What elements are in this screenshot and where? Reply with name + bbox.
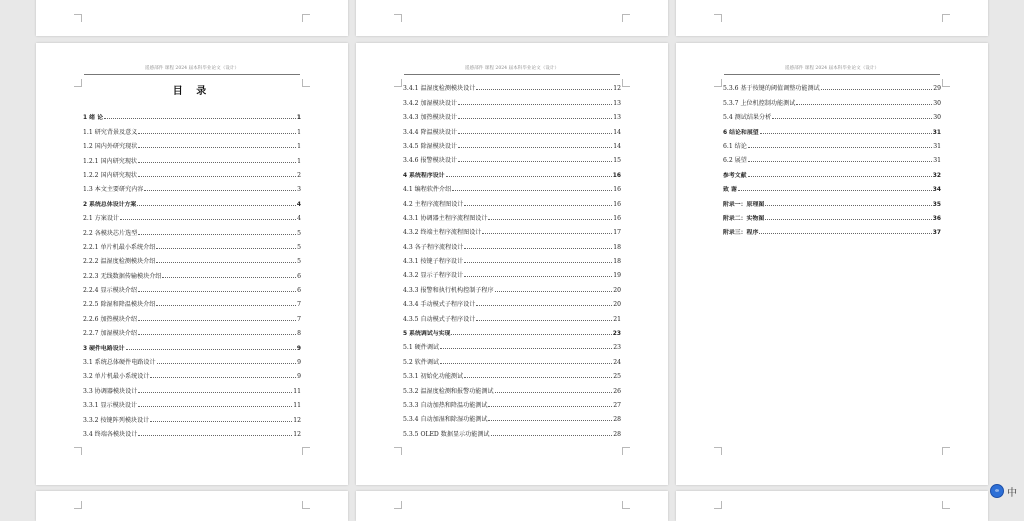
toc-list — [83, 107, 301, 438]
crop-mark — [714, 14, 722, 22]
toc-entry-page: 9 — [297, 373, 301, 381]
toc-entry-page: 12 — [293, 430, 301, 438]
toc-entry-title: 4.3.1 协调器主程序流程图设计 — [403, 214, 488, 222]
toc-entry[interactable] — [723, 121, 941, 135]
toc-entry-page: 28 — [613, 430, 621, 438]
toc-entry-title: 5.1 硬件调试 — [403, 344, 440, 352]
toc-entry-title: 3.3.2 按键阵列模块设计 — [83, 416, 150, 424]
toc-leader-dots — [138, 291, 296, 292]
toc-leader-dots — [138, 133, 296, 134]
toc-entry-page: 5 — [297, 229, 301, 237]
document-page-toc-2[interactable] — [356, 43, 668, 485]
toc-leader-dots — [464, 262, 612, 263]
document-page-previous-1[interactable] — [36, 0, 348, 36]
toc-entry-title: 6.1 结论 — [723, 142, 747, 150]
toc-entry-page: 31 — [933, 157, 941, 165]
toc-entry-page: 12 — [293, 416, 301, 424]
toc-leader-dots — [821, 89, 933, 90]
toc-title: 目 录 — [172, 86, 212, 97]
toc-leader-dots — [796, 104, 932, 105]
toc-entry-page: 8 — [297, 330, 301, 338]
toc-entry-page: 37 — [932, 230, 941, 237]
toc-leader-dots — [464, 205, 612, 206]
crop-mark — [302, 14, 310, 22]
toc-leader-dots — [446, 176, 612, 177]
toc-leader-dots — [458, 147, 612, 148]
crop-mark — [394, 501, 402, 509]
toc-leader-dots — [120, 219, 296, 220]
toc-entry-page: 11 — [293, 387, 301, 395]
toc-entry-title: 2.1 方案设计 — [83, 215, 120, 223]
toc-entry-page: 1 — [297, 128, 301, 136]
toc-entry-title: 1.2.1 国内研究现状 — [83, 157, 138, 165]
toc-entry-title: 2.2.6 加热模块介绍 — [83, 315, 138, 323]
toc-leader-dots — [772, 118, 932, 119]
toc-entry-page: 14 — [613, 142, 621, 150]
toc-entry-title: 4 系统程序设计 — [403, 172, 445, 179]
toc-entry-page: 18 — [613, 258, 621, 266]
toc-leader-dots — [138, 162, 296, 163]
crop-mark — [714, 79, 722, 87]
toc-entry[interactable] — [83, 150, 301, 164]
toc-entry[interactable] — [83, 165, 301, 179]
toc-entry-page: 11 — [293, 402, 301, 410]
toc-leader-dots — [144, 190, 296, 191]
toc-entry-title: 3 硬件电路设计 — [83, 345, 125, 352]
toc-entry-title: 附录一：原理图 — [723, 201, 765, 208]
toc-entry-page: 6 — [297, 287, 301, 295]
toc-entry-title: 2.2.7 加湿模块介绍 — [83, 330, 138, 338]
toc-entry[interactable] — [83, 208, 301, 222]
toc-entry-title: 4.1 编程软件介绍 — [403, 186, 452, 194]
toc-entry-title: 致 谢 — [723, 187, 737, 194]
toc-entry[interactable] — [83, 424, 301, 438]
toc-entry-page: 26 — [613, 387, 621, 395]
toc-entry[interactable] — [723, 92, 941, 106]
toc-entry-page: 9 — [297, 359, 301, 367]
toc-entry[interactable] — [723, 208, 941, 222]
document-page-next-2[interactable] — [356, 491, 668, 521]
toc-entry-page: 6 — [297, 272, 301, 280]
crop-mark — [622, 447, 630, 455]
toc-entry[interactable] — [403, 107, 621, 121]
toc-entry-page: 30 — [933, 99, 941, 107]
crop-mark — [622, 501, 630, 509]
toc-entry-page: 27 — [613, 401, 621, 409]
toc-entry-page: 19 — [613, 272, 621, 280]
toc-entry[interactable] — [403, 121, 621, 135]
toc-entry[interactable] — [83, 121, 301, 135]
toc-entry[interactable] — [403, 136, 621, 150]
toc-leader-dots — [748, 147, 932, 148]
toc-leader-dots — [476, 320, 612, 321]
toc-entry-title: 4.3.3 报警和执行机构控制子程序 — [403, 286, 494, 294]
toc-entry-title: 3.4.3 加热模块设计 — [403, 114, 458, 122]
toc-entry-title: 4.2 主程序流程图设计 — [403, 200, 464, 208]
toc-leader-dots — [458, 104, 612, 105]
crop-mark — [394, 447, 402, 455]
toc-entry[interactable] — [403, 395, 621, 409]
page-header: 遥感部件 课程 2024 届本科毕业论文（设计） — [404, 65, 620, 75]
toc-entry-page: 5 — [297, 243, 301, 251]
toc-entry[interactable] — [403, 208, 621, 222]
crop-mark — [942, 79, 950, 87]
toc-entry-page: 25 — [613, 373, 621, 381]
toc-entry[interactable] — [83, 280, 301, 294]
toc-entry-page: 1 — [297, 143, 301, 151]
toc-entry[interactable] — [83, 222, 301, 236]
toc-entry[interactable] — [83, 395, 301, 409]
toc-leader-dots — [476, 89, 612, 90]
toc-entry[interactable] — [403, 279, 621, 293]
toc-entry-title: 参考文献 — [723, 172, 747, 179]
toc-list — [403, 78, 621, 438]
toc-leader-dots — [476, 305, 612, 306]
toc-leader-dots — [138, 234, 296, 235]
toc-leader-dots — [126, 349, 296, 350]
toc-entry-title: 附录二：实物图 — [723, 215, 765, 222]
toc-leader-dots — [464, 276, 612, 277]
toc-entry-title: 3.4.1 温湿度检测模块设计 — [403, 85, 476, 93]
toc-leader-dots — [451, 334, 611, 335]
toc-entry[interactable] — [403, 251, 621, 265]
toc-entry-page: 34 — [932, 187, 941, 194]
toc-leader-dots — [137, 205, 296, 206]
toc-leader-dots — [440, 363, 612, 364]
toc-leader-dots — [495, 291, 613, 292]
toc-entry-title: 4.3.1 按键子程序设计 — [403, 258, 464, 266]
toc-entry-title: 2.2.3 无线数据传输模块介绍 — [83, 272, 162, 280]
toc-entry[interactable] — [403, 294, 621, 308]
toc-leader-dots — [488, 420, 612, 421]
toc-leader-dots — [138, 435, 292, 436]
toc-entry[interactable] — [83, 107, 301, 121]
toc-entry[interactable] — [723, 193, 941, 207]
toc-entry[interactable] — [403, 222, 621, 236]
toc-entry-title: 3.3 协调器模块设计 — [83, 387, 138, 395]
toc-entry-page: 28 — [613, 416, 621, 424]
toc-entry-title: 5.3.6 基于按键的阈值调整功能测试 — [723, 85, 820, 93]
toc-entry[interactable] — [403, 179, 621, 193]
toc-entry-page: 36 — [932, 215, 941, 222]
toc-entry-title: 5.3.7 上位机控制功能测试 — [723, 99, 796, 107]
toc-leader-dots — [748, 176, 932, 177]
document-page-previous-3[interactable] — [676, 0, 988, 36]
toc-entry[interactable] — [83, 265, 301, 279]
crop-mark — [74, 501, 82, 509]
toc-entry[interactable] — [83, 323, 301, 337]
toc-entry[interactable] — [403, 308, 621, 322]
toc-entry-page: 3 — [297, 186, 301, 194]
page-header: 遥感部件 课程 2024 届本科毕业论文（设计） — [724, 65, 940, 75]
toc-entry-page: 31 — [933, 142, 941, 150]
toc-leader-dots — [138, 176, 296, 177]
document-page-next-1[interactable] — [36, 491, 348, 521]
toc-entry-page: 1 — [297, 157, 301, 165]
toc-entry-page: 15 — [613, 157, 621, 165]
toc-leader-dots — [458, 161, 612, 162]
toc-entry-page: 4 — [296, 201, 301, 208]
toc-entry-page: 17 — [613, 229, 621, 237]
toc-entry-title: 2.2.4 显示模块介绍 — [83, 287, 138, 295]
crop-mark — [622, 14, 630, 22]
crop-mark — [714, 501, 722, 509]
toc-entry[interactable] — [723, 179, 941, 193]
toc-entry[interactable] — [403, 380, 621, 394]
toc-entry-title: 1.2 国内外研究现状 — [83, 143, 138, 151]
toc-entry[interactable] — [83, 409, 301, 423]
toc-entry-title: 4.3.4 手动模式子程序设计 — [403, 301, 476, 309]
toc-leader-dots — [482, 233, 612, 234]
toc-entry[interactable] — [403, 409, 621, 423]
crop-mark — [302, 447, 310, 455]
toc-leader-dots — [458, 118, 612, 119]
toc-entry-title: 3.1 系统总体硬件电路设计 — [83, 359, 156, 367]
toc-entry-title: 4.3.2 终端主程序流程图设计 — [403, 229, 482, 237]
crop-mark — [394, 14, 402, 22]
toc-entry[interactable] — [403, 164, 621, 178]
toc-entry-page: 16 — [613, 214, 621, 222]
toc-entry[interactable] — [83, 237, 301, 251]
crop-mark — [302, 501, 310, 509]
toc-leader-dots — [150, 421, 292, 422]
crop-mark — [74, 447, 82, 455]
toc-entry-page: 16 — [612, 172, 621, 179]
toc-entry-page: 16 — [613, 200, 621, 208]
toc-entry[interactable] — [83, 179, 301, 193]
toc-entry[interactable] — [723, 107, 941, 121]
toc-entry-page: 16 — [613, 186, 621, 194]
toc-entry[interactable] — [83, 366, 301, 380]
toc-leader-dots — [464, 248, 612, 249]
toc-entry[interactable] — [403, 423, 621, 437]
toc-leader-dots — [157, 363, 297, 364]
toc-entry-page: 7 — [297, 315, 301, 323]
crop-mark — [394, 79, 402, 87]
toc-entry[interactable] — [83, 308, 301, 322]
toc-entry[interactable] — [723, 150, 941, 164]
toc-entry-title: 4.3 各子程序流程设计 — [403, 243, 464, 251]
toc-entry-title: 5 系统调试与实现 — [403, 331, 451, 338]
toc-entry-page: 35 — [932, 201, 941, 208]
toc-leader-dots — [156, 262, 296, 263]
toc-leader-dots — [440, 348, 612, 349]
toc-entry[interactable] — [83, 294, 301, 308]
toc-entry-title: 5.4 测试结果分析 — [723, 114, 772, 122]
toc-leader-dots — [452, 190, 612, 191]
toc-leader-dots — [138, 392, 292, 393]
toc-leader-dots — [765, 219, 932, 220]
toc-entry[interactable] — [403, 366, 621, 380]
toc-entry-title: 3.3.1 显示模块设计 — [83, 402, 138, 410]
toc-entry-page: 12 — [613, 85, 621, 93]
toc-leader-dots — [738, 190, 932, 191]
crop-mark — [942, 447, 950, 455]
input-method-indicator[interactable] — [990, 483, 1024, 499]
toc-entry-title: 6.2 展望 — [723, 157, 747, 165]
toc-entry[interactable] — [83, 352, 301, 366]
toc-entry-page: 31 — [932, 129, 941, 136]
toc-entry-title: 1.1 研究背景及意义 — [83, 128, 138, 136]
toc-entry-page: 2 — [297, 171, 301, 179]
toc-entry-title: 5.3.2 温湿度检测和报警功能测试 — [403, 387, 494, 395]
toc-entry-page: 30 — [933, 114, 941, 122]
document-page-toc-1[interactable] — [36, 43, 348, 485]
input-method-icon[interactable]: ∞ — [990, 484, 1004, 498]
toc-entry-title: 2.2 各模块芯片选型 — [83, 229, 138, 237]
toc-entry-title: 3.4.2 加湿模块设计 — [403, 99, 458, 107]
toc-entry-page: 14 — [613, 128, 621, 136]
toc-entry-title: 5.3.3 自动加热和降温功能测试 — [403, 401, 488, 409]
toc-entry[interactable] — [403, 265, 621, 279]
toc-leader-dots — [488, 219, 612, 220]
toc-entry-title: 2 系统总体设计方案 — [83, 201, 137, 208]
toc-entry[interactable] — [403, 78, 621, 92]
toc-entry-page: 13 — [613, 99, 621, 107]
toc-entry-title: 附录三：程序 — [723, 230, 759, 237]
toc-entry-page: 21 — [613, 315, 621, 323]
toc-leader-dots — [464, 377, 612, 378]
toc-entry-page: 20 — [613, 301, 621, 309]
toc-leader-dots — [104, 118, 296, 119]
document-page-next-3[interactable] — [676, 491, 988, 521]
toc-entry-title: 5.3.4 自动加湿和除湿功能测试 — [403, 416, 488, 424]
toc-entry-page: 4 — [297, 215, 301, 223]
toc-entry[interactable] — [403, 323, 621, 337]
toc-entry-page: 23 — [612, 331, 621, 338]
toc-leader-dots — [138, 320, 296, 321]
page-header: 遥感部件 课程 2024 届本科毕业论文（设计） — [84, 65, 300, 75]
toc-entry-page: 1 — [296, 115, 301, 122]
document-page-toc-3[interactable] — [676, 43, 988, 485]
toc-entry-page: 29 — [933, 85, 941, 93]
toc-entry[interactable] — [83, 193, 301, 207]
toc-entry-title: 2.2.5 除湿和降温模块介绍 — [83, 301, 156, 309]
toc-leader-dots — [156, 305, 296, 306]
toc-leader-dots — [156, 248, 296, 249]
toc-entry[interactable] — [403, 351, 621, 365]
crop-mark — [714, 447, 722, 455]
toc-entry-page: 13 — [613, 114, 621, 122]
toc-entry-title: 1 绪 论 — [83, 115, 103, 122]
crop-mark — [942, 501, 950, 509]
toc-leader-dots — [748, 161, 932, 162]
toc-entry[interactable] — [83, 380, 301, 394]
toc-entry[interactable] — [723, 222, 941, 236]
toc-entry[interactable] — [723, 164, 941, 178]
toc-entry-title: 5.3.1 初始化功能测试 — [403, 373, 464, 381]
toc-entry-title: 2.2.1 单片机最小系统介绍 — [83, 243, 156, 251]
toc-entry-title: 1.3 本文主要研究内容 — [83, 186, 144, 194]
toc-entry-title: 3.4.4 降温模块设计 — [403, 128, 458, 136]
toc-entry[interactable] — [83, 337, 301, 351]
toc-entry-title: 6 结论和展望 — [723, 129, 759, 136]
toc-entry-page: 9 — [296, 345, 301, 352]
toc-entry[interactable] — [723, 136, 941, 150]
toc-entry-page: 23 — [613, 344, 621, 352]
toc-leader-dots — [458, 133, 612, 134]
toc-entry-title: 5.2 软件调试 — [403, 358, 440, 366]
toc-entry-title: 4.3.2 显示子程序设计 — [403, 272, 464, 280]
toc-entry-title: 3.4.5 除湿模块设计 — [403, 142, 458, 150]
toc-leader-dots — [138, 406, 292, 407]
document-page-previous-2[interactable] — [356, 0, 668, 36]
toc-entry[interactable] — [723, 78, 941, 92]
toc-entry-title: 1.2.2 国内研究现状 — [83, 171, 138, 179]
toc-entry-title: 5.3.5 OLED 数据显示功能测试 — [403, 430, 490, 438]
crop-mark — [942, 14, 950, 22]
toc-entry-title: 2.2.2 温湿度检测模块介绍 — [83, 258, 156, 266]
toc-leader-dots — [765, 205, 932, 206]
toc-leader-dots — [495, 392, 613, 393]
crop-mark — [622, 79, 630, 87]
toc-entry-page: 32 — [932, 172, 941, 179]
toc-entry-title: 3.4.6 报警模块设计 — [403, 157, 458, 165]
toc-leader-dots — [488, 406, 612, 407]
toc-leader-dots — [150, 377, 296, 378]
toc-entry-title: 3.4 终端各模块设计 — [83, 430, 138, 438]
toc-leader-dots — [138, 147, 296, 148]
toc-entry[interactable] — [83, 251, 301, 265]
toc-entry-page: 20 — [613, 286, 621, 294]
toc-list — [723, 78, 941, 236]
input-method-label: 中 — [1007, 487, 1017, 499]
toc-entry[interactable] — [403, 92, 621, 106]
toc-leader-dots — [759, 233, 931, 234]
toc-entry-page: 18 — [613, 243, 621, 251]
toc-entry-page: 5 — [297, 258, 301, 266]
toc-entry-title: 3.2 单片机最小系统设计 — [83, 373, 150, 381]
toc-entry-page: 24 — [613, 358, 621, 366]
toc-leader-dots — [162, 277, 296, 278]
toc-entry[interactable] — [403, 193, 621, 207]
toc-leader-dots — [491, 435, 613, 436]
toc-leader-dots — [760, 133, 932, 134]
toc-entry[interactable] — [403, 236, 621, 250]
toc-entry-title: 4.3.5 自动模式子程序设计 — [403, 315, 476, 323]
crop-mark — [74, 14, 82, 22]
toc-leader-dots — [138, 334, 296, 335]
toc-entry[interactable] — [83, 136, 301, 150]
toc-entry[interactable] — [403, 337, 621, 351]
toc-entry[interactable] — [403, 150, 621, 164]
toc-entry-page: 7 — [297, 301, 301, 309]
